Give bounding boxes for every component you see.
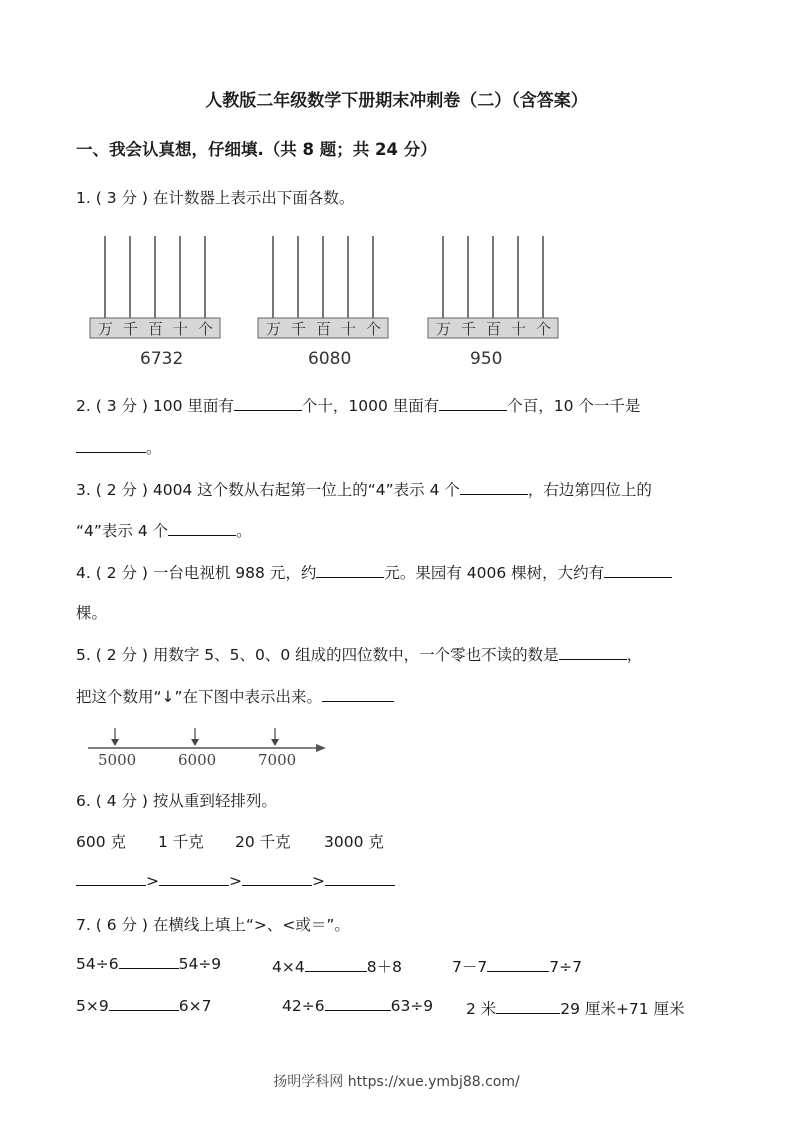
q2-text-d: 。 — [146, 439, 162, 457]
abacus-3-label-shi: 十 — [511, 320, 527, 338]
abacus-diagrams — [80, 230, 580, 370]
question-3-cont — [76, 519, 252, 541]
abacus-3-number: 950 — [470, 349, 503, 369]
q5-blank-1[interactable] — [559, 658, 627, 660]
q7-r1-c2 — [272, 955, 402, 977]
question-2-cont — [76, 436, 162, 458]
q6-item-2: 1 千克 — [158, 833, 204, 851]
q7-r1-c3 — [452, 955, 582, 977]
abacus-3-label-ge: 个 — [536, 320, 552, 338]
abacus-2-label-bai: 百 — [316, 320, 332, 338]
question-1: 1. ( 3 分 ) 在计数器上表示出下面各数。 — [76, 189, 355, 207]
q7-r1-left-1: 54÷6 — [76, 955, 119, 973]
q6-gt-1: > — [146, 872, 159, 890]
q4-text-c: 棵。 — [76, 604, 108, 622]
page-title: 人教版二年级数学下册期末冲刺卷（二）（含答案） — [205, 91, 588, 111]
section-heading: 一、我会认真想，仔细填.（共 8 题；共 24 分） — [76, 140, 437, 159]
q5-text-b: ， — [626, 646, 643, 664]
q7-r2-right-2: 63÷9 — [390, 997, 434, 1015]
q7-r2-left-3: 2 米 — [466, 1000, 497, 1018]
number-line-arrow-2 — [191, 728, 199, 746]
q7-r1-right-2: 8＋8 — [366, 958, 402, 976]
q7-r2-c3 — [466, 997, 685, 1019]
q2-blank-1[interactable] — [234, 409, 302, 411]
q7-r2-c2 — [282, 997, 433, 1015]
q7-r1-left-2: 4×4 — [272, 958, 305, 976]
q2-blank-3[interactable] — [76, 451, 146, 453]
abacus-3-label-bai: 百 — [486, 320, 502, 338]
question-4-cont — [76, 601, 107, 623]
q7-r2-right-1: 6×7 — [178, 997, 212, 1015]
q3-text-c: “4”表示 4 个 — [76, 522, 169, 540]
q7-r2-blank-2[interactable] — [325, 1009, 391, 1011]
q3-text-d: 。 — [236, 522, 252, 540]
abacus-2-label-qian: 千 — [291, 320, 307, 338]
abacus-1-number: 6732 — [140, 349, 184, 369]
q3-text-a: 3. ( 2 分 ) 4004 这个数从右起第一位上的“4”表示 4 个 — [76, 481, 460, 499]
number-line-arrow-1 — [111, 728, 119, 746]
abacus-1-label-ge: 个 — [198, 320, 214, 338]
abacus-3-label-qian: 千 — [461, 320, 477, 338]
q6-blank-2[interactable] — [159, 884, 229, 886]
abacus-1-label-bai: 百 — [148, 320, 164, 338]
abacus-2-label-wan: 万 — [266, 320, 282, 338]
abacus-3 — [428, 236, 558, 369]
q2-text-c: 个百，10 个一千是 — [507, 397, 641, 415]
number-line-label-5000: 5000 — [98, 751, 137, 769]
q4-text-a: 4. ( 2 分 ) 一台电视机 988 元，约 — [76, 564, 317, 582]
q7-r2-right-3: 29 厘米+71 厘米 — [560, 1000, 685, 1018]
q3-text-b: ，右边第四位上的 — [527, 481, 652, 499]
q7-r1-blank-3[interactable] — [487, 970, 549, 972]
q5-blank-2[interactable] — [322, 700, 394, 702]
q7-r1-right-3: 7÷7 — [549, 958, 582, 976]
q3-blank-2[interactable] — [168, 534, 236, 536]
question-5 — [76, 643, 642, 665]
q6-gt-2: > — [229, 872, 242, 890]
number-line-label-7000: 7000 — [258, 751, 297, 769]
number-line-label-6000: 6000 — [178, 751, 217, 769]
q7-r1-c1 — [76, 955, 221, 973]
q2-text-a: 2. ( 3 分 ) 100 里面有 — [76, 397, 234, 415]
q7-r1-right-1: 54÷9 — [178, 955, 222, 973]
q6-item-3: 20 千克 — [235, 833, 291, 851]
number-line — [84, 722, 334, 770]
question-5-cont — [76, 685, 394, 707]
abacus-3-label-wan: 万 — [436, 320, 452, 338]
q4-text-b: 元。果园有 4006 棵树，大约有 — [384, 564, 605, 582]
q6-blank-4[interactable] — [325, 884, 395, 886]
abacus-2-label-ge: 个 — [366, 320, 382, 338]
q7-r2-blank-3[interactable] — [496, 1012, 560, 1014]
abacus-1-label-wan: 万 — [98, 320, 114, 338]
q7-r2-c1 — [76, 997, 211, 1015]
q3-blank-1[interactable] — [460, 493, 528, 495]
q5-text-c: 把这个数用“↓”在下图中表示出来。 — [76, 688, 323, 706]
q2-blank-2[interactable] — [439, 409, 507, 411]
q7-r1-left-3: 7－7 — [452, 958, 488, 976]
abacus-2 — [258, 236, 388, 369]
q6-answer-row — [76, 872, 395, 890]
page-footer: 扬明学科网 https://xue.ymbj88.com/ — [273, 1074, 520, 1090]
question-2 — [76, 394, 640, 416]
q6-blank-3[interactable] — [242, 884, 312, 886]
abacus-1-label-shi: 十 — [173, 320, 189, 338]
q7-r2-blank-1[interactable] — [109, 1009, 179, 1011]
question-3 — [76, 478, 652, 500]
q4-blank-1[interactable] — [316, 576, 384, 578]
q7-r1-blank-2[interactable] — [305, 970, 367, 972]
question-6: 6. ( 4 分 ) 按从重到轻排列。 — [76, 792, 277, 810]
abacus-1-label-qian: 千 — [123, 320, 139, 338]
abacus-2-label-shi: 十 — [341, 320, 357, 338]
q7-r1-blank-1[interactable] — [119, 967, 179, 969]
q6-gt-3: > — [312, 872, 325, 890]
abacus-2-number: 6080 — [308, 349, 352, 369]
q4-blank-2[interactable] — [604, 576, 672, 578]
q6-blank-1[interactable] — [76, 884, 146, 886]
q7-r2-left-1: 5×9 — [76, 997, 109, 1015]
q2-text-b: 个十，1000 里面有 — [301, 397, 440, 415]
q7-r2-left-2: 42÷6 — [282, 997, 325, 1015]
question-7: 7. ( 6 分 ) 在横线上填上“>、<或＝”。 — [76, 916, 350, 934]
q5-text-a: 5. ( 2 分 ) 用数字 5、5、0、0 组成的四位数中，一个零也不读的数是 — [76, 646, 559, 664]
number-line-arrow-3 — [271, 728, 279, 746]
question-4 — [76, 561, 672, 583]
abacus-1 — [90, 236, 220, 369]
q6-item-4: 3000 克 — [324, 833, 384, 851]
q6-item-1: 600 克 — [76, 833, 127, 851]
